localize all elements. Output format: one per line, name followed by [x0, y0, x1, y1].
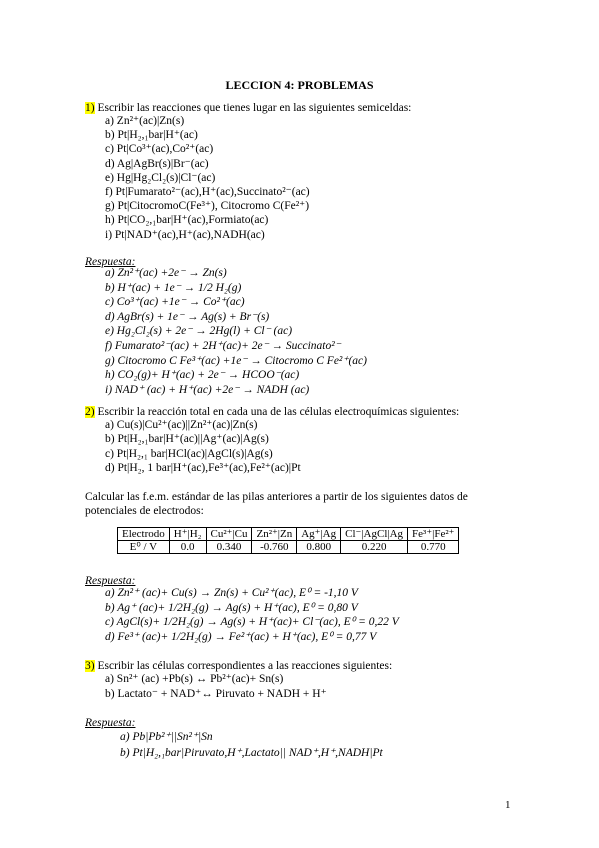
answer-item: b) Ag⁺ (ac)+ 1/2H₂(g) → Ag(s) + H⁺(ac), E⁰ = 0,80 V	[105, 601, 358, 614]
answer-item: b) H⁺(ac) + 1e⁻ → 1/2 H₂(g)	[105, 281, 242, 294]
question-text: Escribir las células correspondientes a las reacciones siguientes:	[94, 660, 393, 672]
table-header-row	[118, 528, 459, 541]
answer-item: b) Pt|H₂,₁bar|Piruvato,H⁺,Lactato|| NAD⁺,H⁺,NADH|Pt	[120, 747, 383, 759]
answer-item: h) CO₂(g)+ H⁺(ac) + 2e⁻ → HCOO⁻(ac)	[105, 369, 300, 382]
answer-item: d) Fe³⁺ (ac)+ 1/2H₂(g) → Fe²⁺(ac) + H⁺(ac), E⁰ = 0,77 V	[105, 630, 377, 643]
list-item: i) Pt|NAD⁺(ac),H⁺(ac),NADH(ac)	[105, 228, 265, 241]
answer-item: e) Hg₂Cl₂(s) + 2e⁻ → 2Hg(l) + Cl⁻ (ac)	[105, 325, 293, 338]
table-header-cell: Electrodo	[118, 528, 170, 541]
table-cell: 0.770	[408, 541, 459, 554]
list-item: e) Hg|Hg₂Cl₂(s)|Cl⁻(ac)	[105, 171, 216, 184]
question-1	[85, 101, 411, 115]
table-header-cell: Cu²⁺|Cu	[206, 528, 252, 541]
answer-item: a) Pb|Pb²⁺||Sn²⁺|Sn	[120, 731, 213, 743]
table-header-cell: H⁺|H₂	[169, 528, 206, 541]
answer-item: f) Fumarato²⁻(ac) + 2H⁺(ac)+ 2e⁻ → Succinato²⁻	[105, 340, 341, 352]
table-cell: E⁰ / V	[118, 541, 170, 554]
list-item: f) Pt|Fumarato²⁻(ac),H⁺(ac),Succinato²⁻(ac)	[105, 186, 310, 198]
table-cell: 0.340	[206, 541, 252, 554]
list-item: h) Pt|CO₂,₁bar|H⁺(ac),Formiato(ac)	[105, 214, 269, 227]
list-item: a) Zn²⁺(ac)|Zn(s)	[105, 115, 185, 127]
question-number: 1)	[85, 102, 95, 114]
page-title: LECCION 4: PROBLEMAS	[225, 78, 374, 92]
table-header-cell: Ag⁺|Ag	[297, 528, 341, 541]
list-item: b) Pt|H₂,₁bar|H⁺(ac)	[105, 129, 198, 142]
list-item: d) Ag|AgBr(s)|Br⁻(ac)	[105, 157, 209, 170]
list-item: a) Sn²⁺ (ac) +Pb(s) ↔ Pb²⁺(ac)+ Sn(s)	[105, 673, 284, 685]
response-label: Respuesta:	[85, 717, 136, 729]
list-item: c) Pt|Co³⁺(ac),Co²⁺(ac)	[105, 143, 214, 156]
electrode-table	[117, 527, 459, 554]
table-header-cell: Fe³⁺|Fe²⁺	[408, 528, 459, 541]
answer-item: d) AgBr(s) + 1e⁻ → Ag(s) + Br⁻(s)	[105, 310, 270, 323]
page-number: 1	[505, 799, 511, 811]
answer-item: a) Zn²⁺ (ac)+ Cu(s) → Zn(s) + Cu²⁺(ac), E⁰ = -1,10 V	[105, 587, 358, 599]
list-item: b) Lactato⁻ + NAD⁺↔ Piruvato + NADH + H⁺	[105, 687, 327, 700]
list-item: b) Pt|H₂,₁bar|H⁺(ac)||Ag⁺(ac)|Ag(s)	[105, 433, 269, 446]
response-label: Respuesta:	[85, 256, 136, 268]
answer-item: a) Zn²⁺(ac) +2e⁻ → Zn(s)	[105, 267, 227, 279]
question-text: Escribir la reacción total en cada una de las células electroquímicas siguientes:	[94, 406, 460, 418]
table-row	[118, 541, 459, 554]
table-cell: 0.800	[297, 541, 341, 554]
question-number: 2)	[85, 406, 95, 418]
table-cell: 0.220	[341, 541, 408, 554]
question-3	[85, 659, 392, 673]
calc-line-2: potenciales de electrodos:	[85, 505, 204, 517]
table-cell: 0.0	[169, 541, 206, 554]
list-item: g) Pt|CitocromoC(Fe³⁺), Citocromo C(Fe²⁺)	[105, 200, 310, 213]
list-item: a) Cu(s)|Cu²⁺(ac)||Zn²⁺(ac)|Zn(s)	[105, 419, 258, 431]
answer-item: g) Citocromo C Fe³⁺(ac) +1e⁻ → Citocromo C Fe²⁺(ac)	[105, 354, 367, 367]
question-text: Escribir las reacciones que tienes lugar en las siguientes semiceldas:	[94, 102, 412, 114]
calc-line-1: Calcular las f.e.m. estándar de las pilas anteriores a partir de los siguientes datos de	[85, 491, 468, 503]
answer-item: i) NAD⁺ (ac) + H⁺(ac) +2e⁻ → NADH (ac)	[105, 383, 310, 396]
question-number: 3)	[85, 660, 95, 672]
table-header-cell: Cl⁻|AgCl|Ag	[341, 528, 408, 541]
response-label: Respuesta:	[85, 575, 136, 587]
table-cell: -0.760	[252, 541, 297, 554]
answer-item: c) Co³⁺(ac) +1e⁻ → Co²⁺(ac)	[105, 296, 245, 309]
list-item: c) Pt|H₂,₁ bar|HCl(ac)|AgCl(s)|Ag(s)	[105, 447, 273, 460]
list-item: d) Pt|H₂, 1 bar|H⁺(ac),Fe³⁺(ac),Fe²⁺(ac)|Pt	[105, 461, 301, 474]
question-2	[85, 405, 459, 419]
answer-item: c) AgCl(s)+ 1/2H₂(g) → Ag(s) + H⁺(ac)+ Cl⁻(ac), E⁰ = 0,22 V	[105, 616, 399, 628]
table-header-cell: Zn²⁺|Zn	[252, 528, 297, 541]
